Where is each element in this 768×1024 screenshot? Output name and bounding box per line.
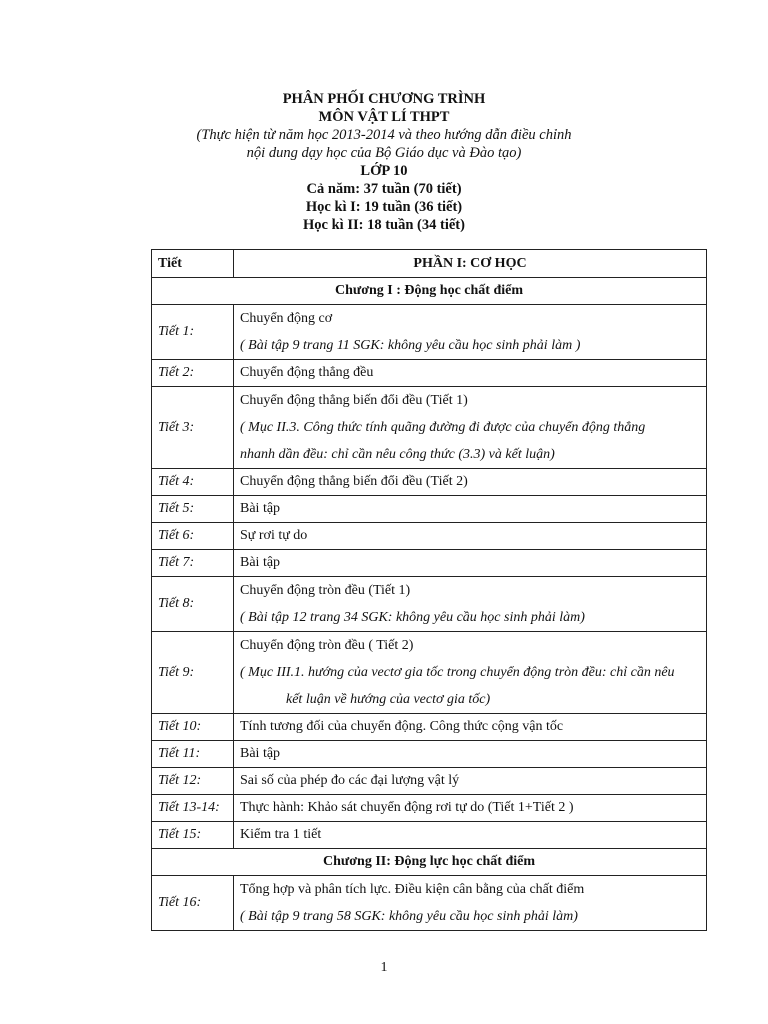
chapter-1-title: Chương I : Động học chất điểm	[152, 278, 707, 305]
tiet-label: Tiết 16:	[152, 876, 234, 931]
document-header	[0, 90, 768, 234]
lesson-content	[234, 305, 707, 360]
curriculum-table	[151, 249, 707, 931]
tiet-label: Tiết 4:	[152, 469, 234, 496]
table-row	[152, 496, 707, 523]
table-row	[152, 876, 707, 931]
lesson-title: Chuyển động tròn đều (Tiết 1)	[240, 583, 411, 598]
table-row	[152, 387, 707, 469]
tiet-label: Tiết 6:	[152, 523, 234, 550]
tiet-label: Tiết 12:	[152, 768, 234, 795]
table-row	[152, 714, 707, 741]
table-row	[152, 550, 707, 577]
table-row	[152, 523, 707, 550]
table-row	[152, 469, 707, 496]
tiet-label: Tiết 1:	[152, 305, 234, 360]
table-row	[152, 632, 707, 714]
lesson-note-continued: nhanh dần đều: chỉ cần nêu công thức (3.3) và kết luận)	[240, 447, 555, 462]
table-row	[152, 768, 707, 795]
tiet-label: Tiết 9:	[152, 632, 234, 714]
lesson-title: Tổng hợp và phân tích lực. Điều kiện cân bằng của chất điểm	[240, 882, 585, 897]
chapter-row	[152, 278, 707, 305]
lesson-note: ( Bài tập 12 trang 34 SGK: không yêu cầu học sinh phải làm)	[240, 610, 585, 625]
tiet-column-header: Tiết	[152, 250, 234, 278]
table-row	[152, 795, 707, 822]
part-title: PHẦN I: CƠ HỌC	[234, 250, 707, 278]
lesson-title: Sự rơi tự do	[234, 523, 707, 550]
tiet-label: Tiết 2:	[152, 360, 234, 387]
lesson-title: Chuyển động thẳng đều	[234, 360, 707, 387]
tiet-label: Tiết 11:	[152, 741, 234, 768]
table-row	[152, 741, 707, 768]
lesson-title: Thực hành: Khảo sát chuyển động rơi tự do (Tiết 1+Tiết 2 )	[234, 795, 707, 822]
lesson-note: ( Mục III.1. hướng của vectơ gia tốc trong chuyển động tròn đều: chỉ cần nêu	[240, 665, 675, 680]
semester1-total: Học kì I: 19 tuần (36 tiết)	[305, 199, 463, 215]
table-row	[152, 305, 707, 360]
tiet-label: Tiết 5:	[152, 496, 234, 523]
lesson-content	[234, 876, 707, 931]
lesson-title: Chuyển động thẳng biến đổi đều (Tiết 1)	[240, 393, 468, 408]
lesson-content	[234, 632, 707, 714]
chapter-2-title: Chương II: Động lực học chất điểm	[152, 849, 707, 876]
tiet-label: Tiết 15:	[152, 822, 234, 849]
implementation-note-line1: (Thực hiện từ năm học 2013-2014 và theo hướng dẫn điều chỉnh	[196, 127, 572, 143]
lesson-title: Bài tập	[234, 741, 707, 768]
tiet-label: Tiết 8:	[152, 577, 234, 632]
lesson-note-continued: kết luận về hướng của vectơ gia tốc)	[286, 692, 491, 707]
lesson-title: Bài tập	[234, 496, 707, 523]
semester2-total: Học kì II: 18 tuần (34 tiết)	[303, 217, 465, 233]
page-number: 1	[380, 960, 388, 975]
lesson-title: Sai số của phép đo các đại lượng vật lý	[234, 768, 707, 795]
lesson-content	[234, 577, 707, 632]
chapter-row	[152, 849, 707, 876]
tiet-label: Tiết 10:	[152, 714, 234, 741]
program-title: PHÂN PHỐI CHƯƠNG TRÌNH	[282, 91, 486, 107]
table-row	[152, 822, 707, 849]
lesson-note: ( Mục II.3. Công thức tính quãng đường đi được của chuyển động thẳng	[240, 420, 646, 435]
lesson-note: ( Bài tập 9 trang 11 SGK: không yêu cầu học sinh phải làm )	[240, 338, 581, 353]
year-total: Cả năm: 37 tuần (70 tiết)	[306, 181, 462, 197]
tiet-label: Tiết 3:	[152, 387, 234, 469]
lesson-title: Tính tương đối của chuyển động. Công thức cộng vận tốc	[234, 714, 707, 741]
grade-title: LỚP 10	[360, 163, 408, 179]
subject-title: MÔN VẬT LÍ THPT	[318, 109, 450, 125]
tiet-label: Tiết 7:	[152, 550, 234, 577]
lesson-title: Chuyển động cơ	[240, 311, 333, 326]
lesson-title: Chuyển động tròn đều ( Tiết 2)	[240, 638, 414, 653]
lesson-title: Kiểm tra 1 tiết	[234, 822, 707, 849]
table-row	[152, 577, 707, 632]
table-row	[152, 360, 707, 387]
tiet-label: Tiết 13-14:	[152, 795, 234, 822]
lesson-title: Bài tập	[234, 550, 707, 577]
lesson-note: ( Bài tập 9 trang 58 SGK: không yêu cầu học sinh phải làm)	[240, 909, 578, 924]
lesson-content	[234, 387, 707, 469]
table-header-row	[152, 250, 707, 278]
implementation-note-line2: nội dung dạy học của Bộ Giáo dục và Đào tạo)	[246, 145, 522, 161]
lesson-title: Chuyển động thẳng biến đổi đều (Tiết 2)	[234, 469, 707, 496]
